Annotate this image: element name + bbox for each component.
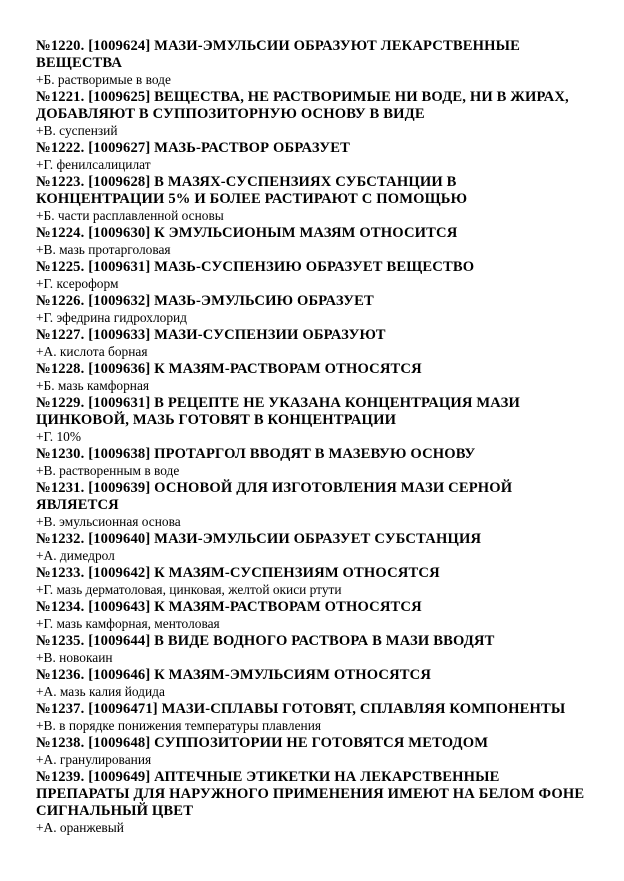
question-line: СИГНАЛЬНЫЙ ЦВЕТ [36, 803, 194, 819]
question-line: №1233. [1009642] К МАЗЯМ-СУСПЕНЗИЯМ ОТНОСЯТСЯ [36, 565, 440, 581]
correct-answer: +Г. фенилсалицилат [36, 157, 151, 172]
question-block [36, 667, 596, 700]
question-line: №1220. [1009624] МАЗИ-ЭМУЛЬСИИ ОБРАЗУЮТ ЛЕКАРСТВЕННЫЕ [36, 38, 520, 54]
question-text [36, 667, 596, 684]
question-line: ДОБАВЛЯЮТ В СУППОЗИТОРНУЮ ОСНОВУ В ВИДЕ [36, 106, 425, 122]
correct-answer: +Б. растворимые в воде [36, 72, 171, 87]
question-block [36, 735, 596, 768]
correct-answer: +В. новокаин [36, 650, 113, 665]
question-text [36, 174, 596, 208]
question-block [36, 565, 596, 598]
question-block [36, 701, 596, 734]
question-line: №1230. [1009638] ПРОТАРГОЛ ВВОДЯТ В МАЗЕВУЮ ОСНОВУ [36, 446, 476, 462]
question-line: №1225. [1009631] МАЗЬ-СУСПЕНЗИЮ ОБРАЗУЕТ ВЕЩЕСТВО [36, 259, 475, 275]
question-line: КОНЦЕНТРАЦИИ 5% И БОЛЕЕ РАСТИРАЮТ С ПОМОЩЬЮ [36, 191, 468, 207]
question-block [36, 599, 596, 632]
correct-answer: +Г. мазь камфорная, ментоловая [36, 616, 220, 631]
question-text [36, 89, 596, 123]
question-line: №1221. [1009625] ВЕЩЕСТВА, НЕ РАСТВОРИМЫЕ НИ ВОДЕ, НИ В ЖИРАХ, [36, 89, 569, 105]
question-text [36, 565, 596, 582]
correct-answer: +А. мазь калия йодида [36, 684, 165, 699]
question-line: №1231. [1009639] ОСНОВОЙ ДЛЯ ИЗГОТОВЛЕНИЯ МАЗИ СЕРНОЙ [36, 480, 513, 496]
correct-answer: +В. мазь протарголовая [36, 242, 171, 257]
question-text [36, 735, 596, 752]
question-block [36, 327, 596, 360]
question-text [36, 225, 596, 242]
question-text [36, 140, 596, 157]
correct-answer: +В. растворенным в воде [36, 463, 180, 478]
question-text [36, 446, 596, 463]
question-block [36, 769, 596, 836]
question-text [36, 599, 596, 616]
question-text [36, 531, 596, 548]
question-line: №1234. [1009643] К МАЗЯМ-РАСТВОРАМ ОТНОСЯТСЯ [36, 599, 422, 615]
question-block [36, 633, 596, 666]
question-text [36, 633, 596, 650]
question-line: ЦИНКОВОЙ, МАЗЬ ГОТОВЯТ В КОНЦЕНТРАЦИИ [36, 412, 397, 428]
question-block [36, 446, 596, 479]
correct-answer: +В. в порядке понижения температуры плавления [36, 718, 322, 733]
question-line: №1239. [1009649] АПТЕЧНЫЕ ЭТИКЕТКИ НА ЛЕКАРСТВЕННЫЕ [36, 769, 500, 785]
correct-answer: +А. кислота борная [36, 344, 148, 359]
question-line: №1226. [1009632] МАЗЬ-ЭМУЛЬСИЮ ОБРАЗУЕТ [36, 293, 374, 309]
question-block [36, 531, 596, 564]
question-block [36, 225, 596, 258]
question-block [36, 361, 596, 394]
correct-answer: +Г. ксероформ [36, 276, 119, 291]
correct-answer: +Б. части расплавленной основы [36, 208, 224, 223]
correct-answer: +А. оранжевый [36, 820, 124, 835]
question-text [36, 480, 596, 514]
question-line: №1235. [1009644] В ВИДЕ ВОДНОГО РАСТВОРА В МАЗИ ВВОДЯТ [36, 633, 495, 649]
correct-answer: +Г. мазь дерматоловая, цинковая, желтой окиси ртути [36, 582, 342, 597]
correct-answer: +А. гранулирования [36, 752, 152, 767]
correct-answer: +В. суспензий [36, 123, 118, 138]
question-line: ВЕЩЕСТВА [36, 55, 123, 71]
question-text [36, 259, 596, 276]
question-text [36, 38, 596, 72]
question-text [36, 395, 596, 429]
question-text [36, 361, 596, 378]
question-line: №1238. [1009648] СУППОЗИТОРИИ НЕ ГОТОВЯТСЯ МЕТОДОМ [36, 735, 489, 751]
question-text [36, 769, 596, 820]
document-body [36, 38, 596, 837]
question-line: №1232. [1009640] МАЗИ-ЭМУЛЬСИИ ОБРАЗУЕТ СУБСТАНЦИЯ [36, 531, 482, 547]
correct-answer: +В. эмульсионная основа [36, 514, 181, 529]
correct-answer: +Б. мазь камфорная [36, 378, 150, 393]
question-block [36, 174, 596, 224]
question-block [36, 293, 596, 326]
question-block [36, 259, 596, 292]
question-text [36, 701, 596, 718]
question-line: ПРЕПАРАТЫ ДЛЯ НАРУЖНОГО ПРИМЕНЕНИЯ ИМЕЮТ НА БЕЛОМ ФОНЕ [36, 786, 585, 802]
question-line: №1227. [1009633] МАЗИ-СУСПЕНЗИИ ОБРАЗУЮТ [36, 327, 386, 343]
correct-answer: +А. димедрол [36, 548, 115, 563]
question-block [36, 38, 596, 88]
question-text [36, 293, 596, 310]
correct-answer: +Г. 10% [36, 429, 82, 444]
question-block [36, 89, 596, 139]
question-line: №1222. [1009627] МАЗЬ-РАСТВОР ОБРАЗУЕТ [36, 140, 350, 156]
question-text [36, 327, 596, 344]
question-block [36, 395, 596, 445]
question-block [36, 140, 596, 173]
question-line: №1229. [1009631] В РЕЦЕПТЕ НЕ УКАЗАНА КОНЦЕНТРАЦИЯ МАЗИ [36, 395, 520, 411]
question-line: №1237. [10096471] МАЗИ-СПЛАВЫ ГОТОВЯТ, СПЛАВЛЯЯ КОМПОНЕНТЫ [36, 701, 566, 717]
question-line: №1223. [1009628] В МАЗЯХ-СУСПЕНЗИЯХ СУБСТАНЦИИ В [36, 174, 457, 190]
question-line: №1228. [1009636] К МАЗЯМ-РАСТВОРАМ ОТНОСЯТСЯ [36, 361, 422, 377]
question-line: №1224. [1009630] К ЭМУЛЬСИОНЫМ МАЗЯМ ОТНОСИТСЯ [36, 225, 458, 241]
question-line: ЯВЛЯЕТСЯ [36, 497, 119, 513]
question-line: №1236. [1009646] К МАЗЯМ-ЭМУЛЬСИЯМ ОТНОСЯТСЯ [36, 667, 432, 683]
correct-answer: +Г. эфедрина гидрохлорид [36, 310, 187, 325]
question-block [36, 480, 596, 530]
